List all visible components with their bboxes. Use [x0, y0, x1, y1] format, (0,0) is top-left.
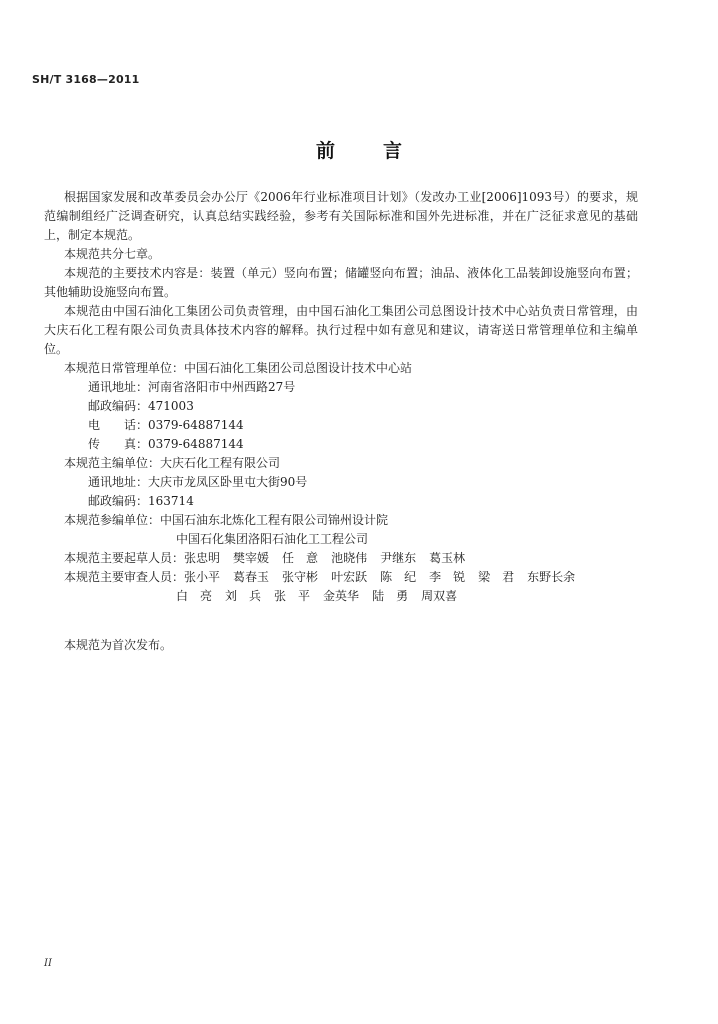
reviewers-names-line1: [184, 568, 588, 587]
phone-label: 电 话：: [88, 418, 149, 432]
page-title: 前言: [315, 140, 450, 162]
drafter-name: 池晓伟: [331, 551, 368, 565]
paragraph-content: 本规范的主要技术内容是：装置（单元）竖向布置；储罐竖向布置；油品、液体化工品装卸设施竖向布置；其他辅助设施竖向布置。: [44, 266, 638, 299]
drafter-name: 尹继东: [380, 551, 417, 565]
zip-label: 邮政编码：: [88, 494, 149, 508]
daily-mgmt-phone: 0379-64887144: [148, 418, 244, 432]
reviewer-name: 白 亮: [176, 589, 213, 603]
drafter-name: 葛玉林: [429, 551, 466, 565]
chief-editor-row: [44, 454, 638, 473]
chief-editor-zip: 163714: [148, 494, 194, 508]
reviewer-name: 刘 兵: [225, 589, 262, 603]
drafter-name: 樊宰媛: [233, 551, 270, 565]
daily-mgmt-row: [44, 359, 638, 378]
chief-editor-address-row: [44, 473, 638, 492]
daily-mgmt-zip: 471003: [148, 399, 194, 413]
reviewer-name: 金英华: [323, 589, 360, 603]
reviewer-name: 张 平: [274, 589, 311, 603]
daily-mgmt-phone-row: [44, 416, 638, 435]
chief-editor-zip-row: [44, 492, 638, 511]
chief-editor-address: 大庆市龙凤区卧里屯大街90号: [148, 475, 308, 489]
reviewers-names-line2: [44, 587, 638, 606]
chief-editor-label: 本规范主编单位：: [64, 456, 161, 470]
closing-statement: 本规范为首次发布。: [64, 638, 173, 652]
drafters-names: [184, 549, 478, 568]
co-editor-2: 中国石化集团洛阳石油化工工程公司: [176, 532, 369, 546]
co-editors-label: 本规范参编单位：: [64, 513, 161, 527]
drafter-name: 任 意: [282, 551, 319, 565]
daily-mgmt-zip-row: [44, 397, 638, 416]
standard-code: SH/T 3168—2011: [32, 73, 140, 86]
reviewer-name: 陈 纪: [380, 570, 417, 584]
drafter-name: 张忠明: [184, 551, 221, 565]
drafters-label: 本规范主要起草人员：: [64, 551, 185, 565]
drafters-row: [44, 549, 638, 568]
daily-mgmt-address: 河南省洛阳市中州西路27号: [148, 380, 296, 394]
page-number: II: [44, 958, 52, 969]
reviewers-row: [44, 568, 638, 587]
daily-mgmt-fax: 0379-64887144: [148, 437, 244, 451]
address-label: 通讯地址：: [88, 380, 149, 394]
reviewer-name: 梁 君: [478, 570, 515, 584]
address-label: 通讯地址：: [88, 475, 149, 489]
daily-mgmt-label: 本规范日常管理单位：: [64, 361, 185, 375]
reviewer-name: 葛春玉: [233, 570, 270, 584]
paragraph-basis: 根据国家发展和改革委员会办公厅《2006年行业标准项目计划》（发改办工业[2006]1093号）的要求，规范编制组经广泛调查研究，认真总结实践经验，参考有关国际标准和国外先进标准，并在广泛征求意见的基础上，制定本规范。: [44, 190, 638, 242]
fax-label: 传 真：: [88, 437, 149, 451]
paragraph-chapters: 本规范共分七章。: [64, 247, 161, 261]
reviewers-label: 本规范主要审查人员：: [64, 570, 185, 584]
reviewer-name: 周双喜: [421, 589, 458, 603]
reviewer-name: 张守彬: [282, 570, 319, 584]
co-editor-1: 中国石油东北炼化工程有限公司锦州设计院: [160, 513, 389, 527]
paragraph-management: 本规范由中国石油化工集团公司负责管理，由中国石油化工集团公司总图设计技术中心站负责日常管理，由大庆石化工程有限公司负责具体技术内容的解释。执行过程中如有意见和建议，请寄送日常管理单位和主编单位。: [44, 304, 638, 356]
daily-mgmt-address-row: [44, 378, 638, 397]
reviewer-name: 张小平: [184, 570, 221, 584]
foreword-body: [44, 188, 638, 655]
reviewer-name: 李 锐: [429, 570, 466, 584]
co-editors-row: [44, 511, 638, 530]
daily-mgmt-name: 中国石油化工集团公司总图设计技术中心站: [184, 361, 413, 375]
daily-mgmt-fax-row: [44, 435, 638, 454]
reviewer-name: 叶宏跃: [331, 570, 368, 584]
zip-label: 邮政编码：: [88, 399, 149, 413]
reviewer-name: 陆 勇: [372, 589, 409, 603]
reviewer-name: 东野长余: [527, 570, 576, 584]
chief-editor-name: 大庆石化工程有限公司: [160, 456, 281, 470]
